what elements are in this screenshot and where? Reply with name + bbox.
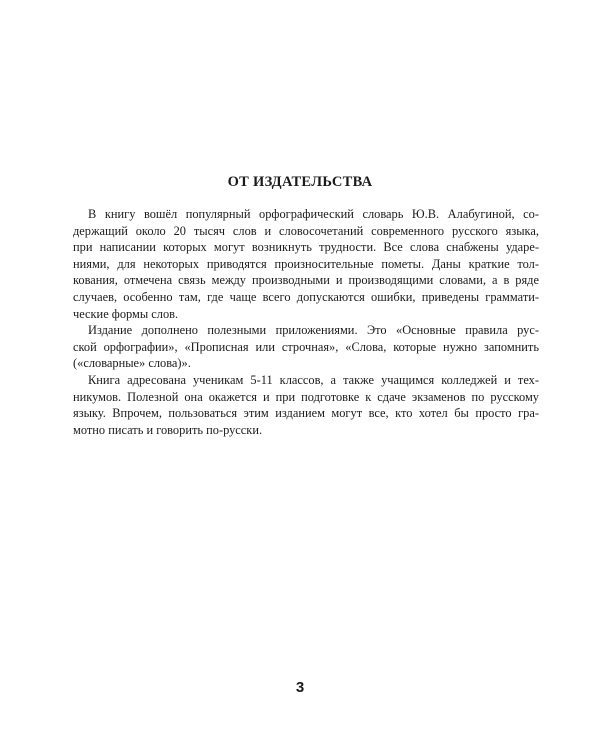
text-line: держащий около 20 тысяч слов и словосочетаний современного русского языка,	[73, 223, 539, 238]
text-line: мотно писать и говорить по-русски.	[73, 422, 263, 437]
text-line: ческие формы слов.	[73, 306, 179, 321]
page-number: 3	[295, 679, 305, 696]
body-text	[73, 206, 539, 438]
text-line: кования, отмечена связь между производными и производящими словами, а в ряде	[73, 273, 539, 288]
text-line: никумов. Полезной она окажется и при подготовке к сдаче экзаменов по русскому	[73, 389, 539, 404]
paragraph-2	[73, 322, 539, 372]
text-line: В книгу вошёл популярный орфографический словарь Ю.В. Алабугиной, со-	[88, 207, 539, 221]
text-line: («словарные» слова)».	[73, 356, 191, 371]
text-line: при написании которых могут возникнуть трудности. Все слова снабжены ударе-	[73, 240, 539, 255]
text-line: ской орфографии», «Прописная или строчная», «Слова, которые нужно запомнить	[73, 339, 539, 354]
text-line: ниями, для некоторых приводятся произносительные пометы. Даны краткие тол-	[73, 256, 539, 271]
text-line: случаев, особенно там, где чаще всего допускаются ошибки, приведены граммати-	[73, 289, 539, 304]
section-heading: ОТ ИЗДАТЕЛЬСТВА	[227, 174, 373, 190]
paragraph-1	[73, 206, 539, 322]
text-line: языку. Впрочем, пользоваться этим изданием могут все, кто хотел бы просто гра-	[73, 406, 539, 421]
text-line: Издание дополнено полезными приложениями. Это «Основные правила рус-	[88, 323, 539, 338]
paragraph-3	[73, 372, 539, 438]
text-line: Книга адресована ученикам 5-11 классов, а также учащимся колледжей и тех-	[88, 372, 539, 387]
